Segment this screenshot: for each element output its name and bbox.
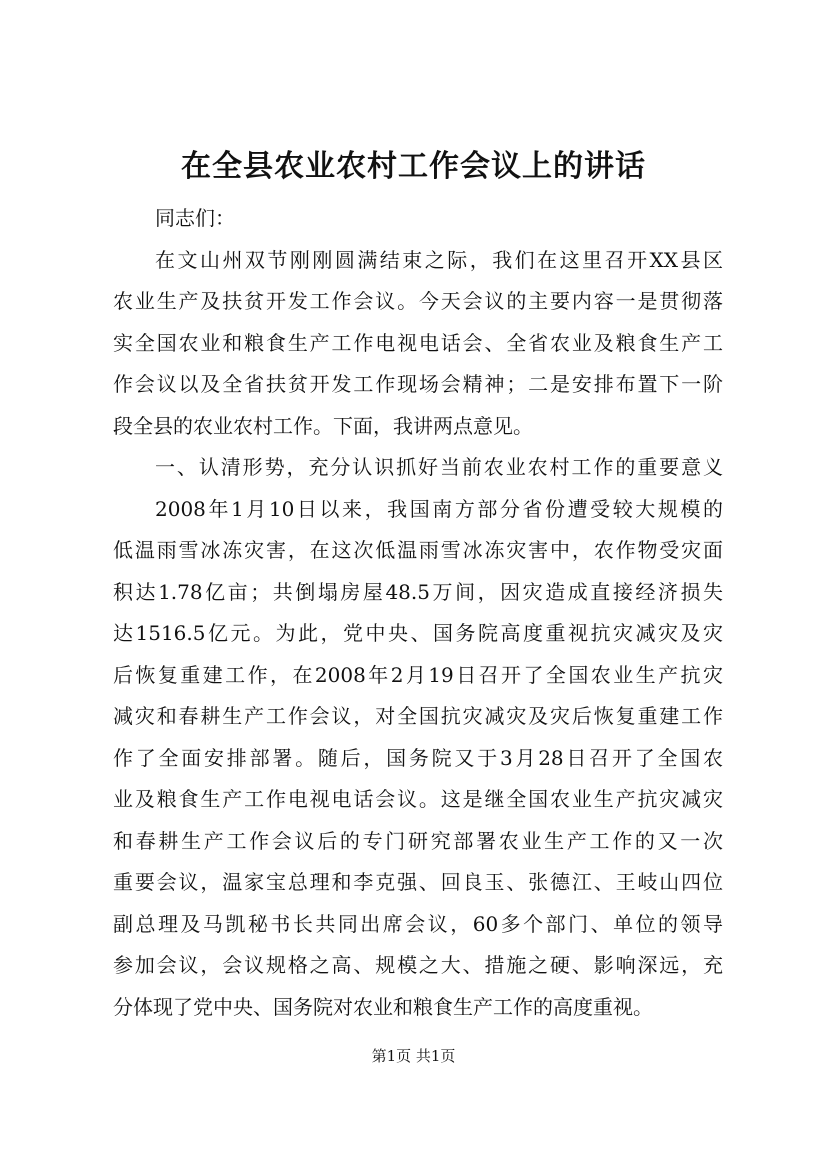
paragraph-line: 分体现了党中央、国务院对农业和粮食生产工作的高度重视。: [113, 994, 653, 1019]
salutation-line: 同志们：: [155, 206, 235, 230]
document-title: 在全县农业农村工作会议上的讲话: [181, 149, 646, 184]
paragraph-line: 参加会议，会议规格之高、规模之大、措施之硬、影响深远，充: [113, 953, 723, 977]
page-footer: 第1页 共1页: [371, 1047, 456, 1065]
paragraph-line: 副总理及马凯秘书长共同出席会议，60多个部门、单位的领导: [113, 911, 723, 936]
paragraph-line: 后恢复重建工作，在2008年2月19日召开了全国农业生产抗灾: [113, 662, 723, 687]
paragraph-line: 减灾和春耕生产工作会议，对全国抗灾减灾及灾后恢复重建工作: [113, 704, 723, 728]
paragraph-line: 在文山州双节刚刚圆满结束之际，我们在这里召开XX县区: [155, 247, 723, 272]
paragraph-line: 作了全面安排部署。随后，国务院又于3月28日召开了全国农: [113, 745, 723, 770]
paragraph-line: 积达1.78亿亩；共倒塌房屋48.5万间，因灾造成直接经济损失: [113, 579, 723, 604]
section-heading: 一、认清形势，充分认识抓好当前农业农村工作的重要意义: [155, 455, 723, 479]
document-body: [113, 198, 723, 1028]
paragraph-line: 农业生产及扶贫开发工作会议。今天会议的主要内容一是贯彻落: [113, 289, 723, 313]
paragraph-line: 实全国农业和粮食生产工作电视电话会、全省农业及粮食生产工: [113, 330, 723, 355]
paragraph-line: 达1516.5亿元。为此，党中央、国务院高度重视抗灾减灾及灾: [113, 621, 723, 645]
paragraph-line: 重要会议，温家宝总理和李克强、回良玉、张德江、王岐山四位: [113, 870, 723, 894]
paragraph-line: 段全县的农业农村工作。下面，我讲两点意见。: [113, 413, 533, 438]
paragraph-line: 作会议以及全省扶贫开发工作现场会精神；二是安排布置下一阶: [113, 372, 723, 396]
paragraph-line: 业及粮食生产工作电视电话会议。这是继全国农业生产抗灾减灾: [113, 787, 723, 811]
paragraph-line: 和春耕生产工作会议后的专门研究部署农业生产工作的又一次: [113, 828, 723, 853]
paragraph-line: 2008年1月10日以来，我国南方部分省份遭受较大规模的: [155, 496, 723, 521]
paragraph-line: 低温雨雪冰冻灾害，在这次低温雨雪冰冻灾害中，农作物受灾面: [113, 538, 723, 562]
